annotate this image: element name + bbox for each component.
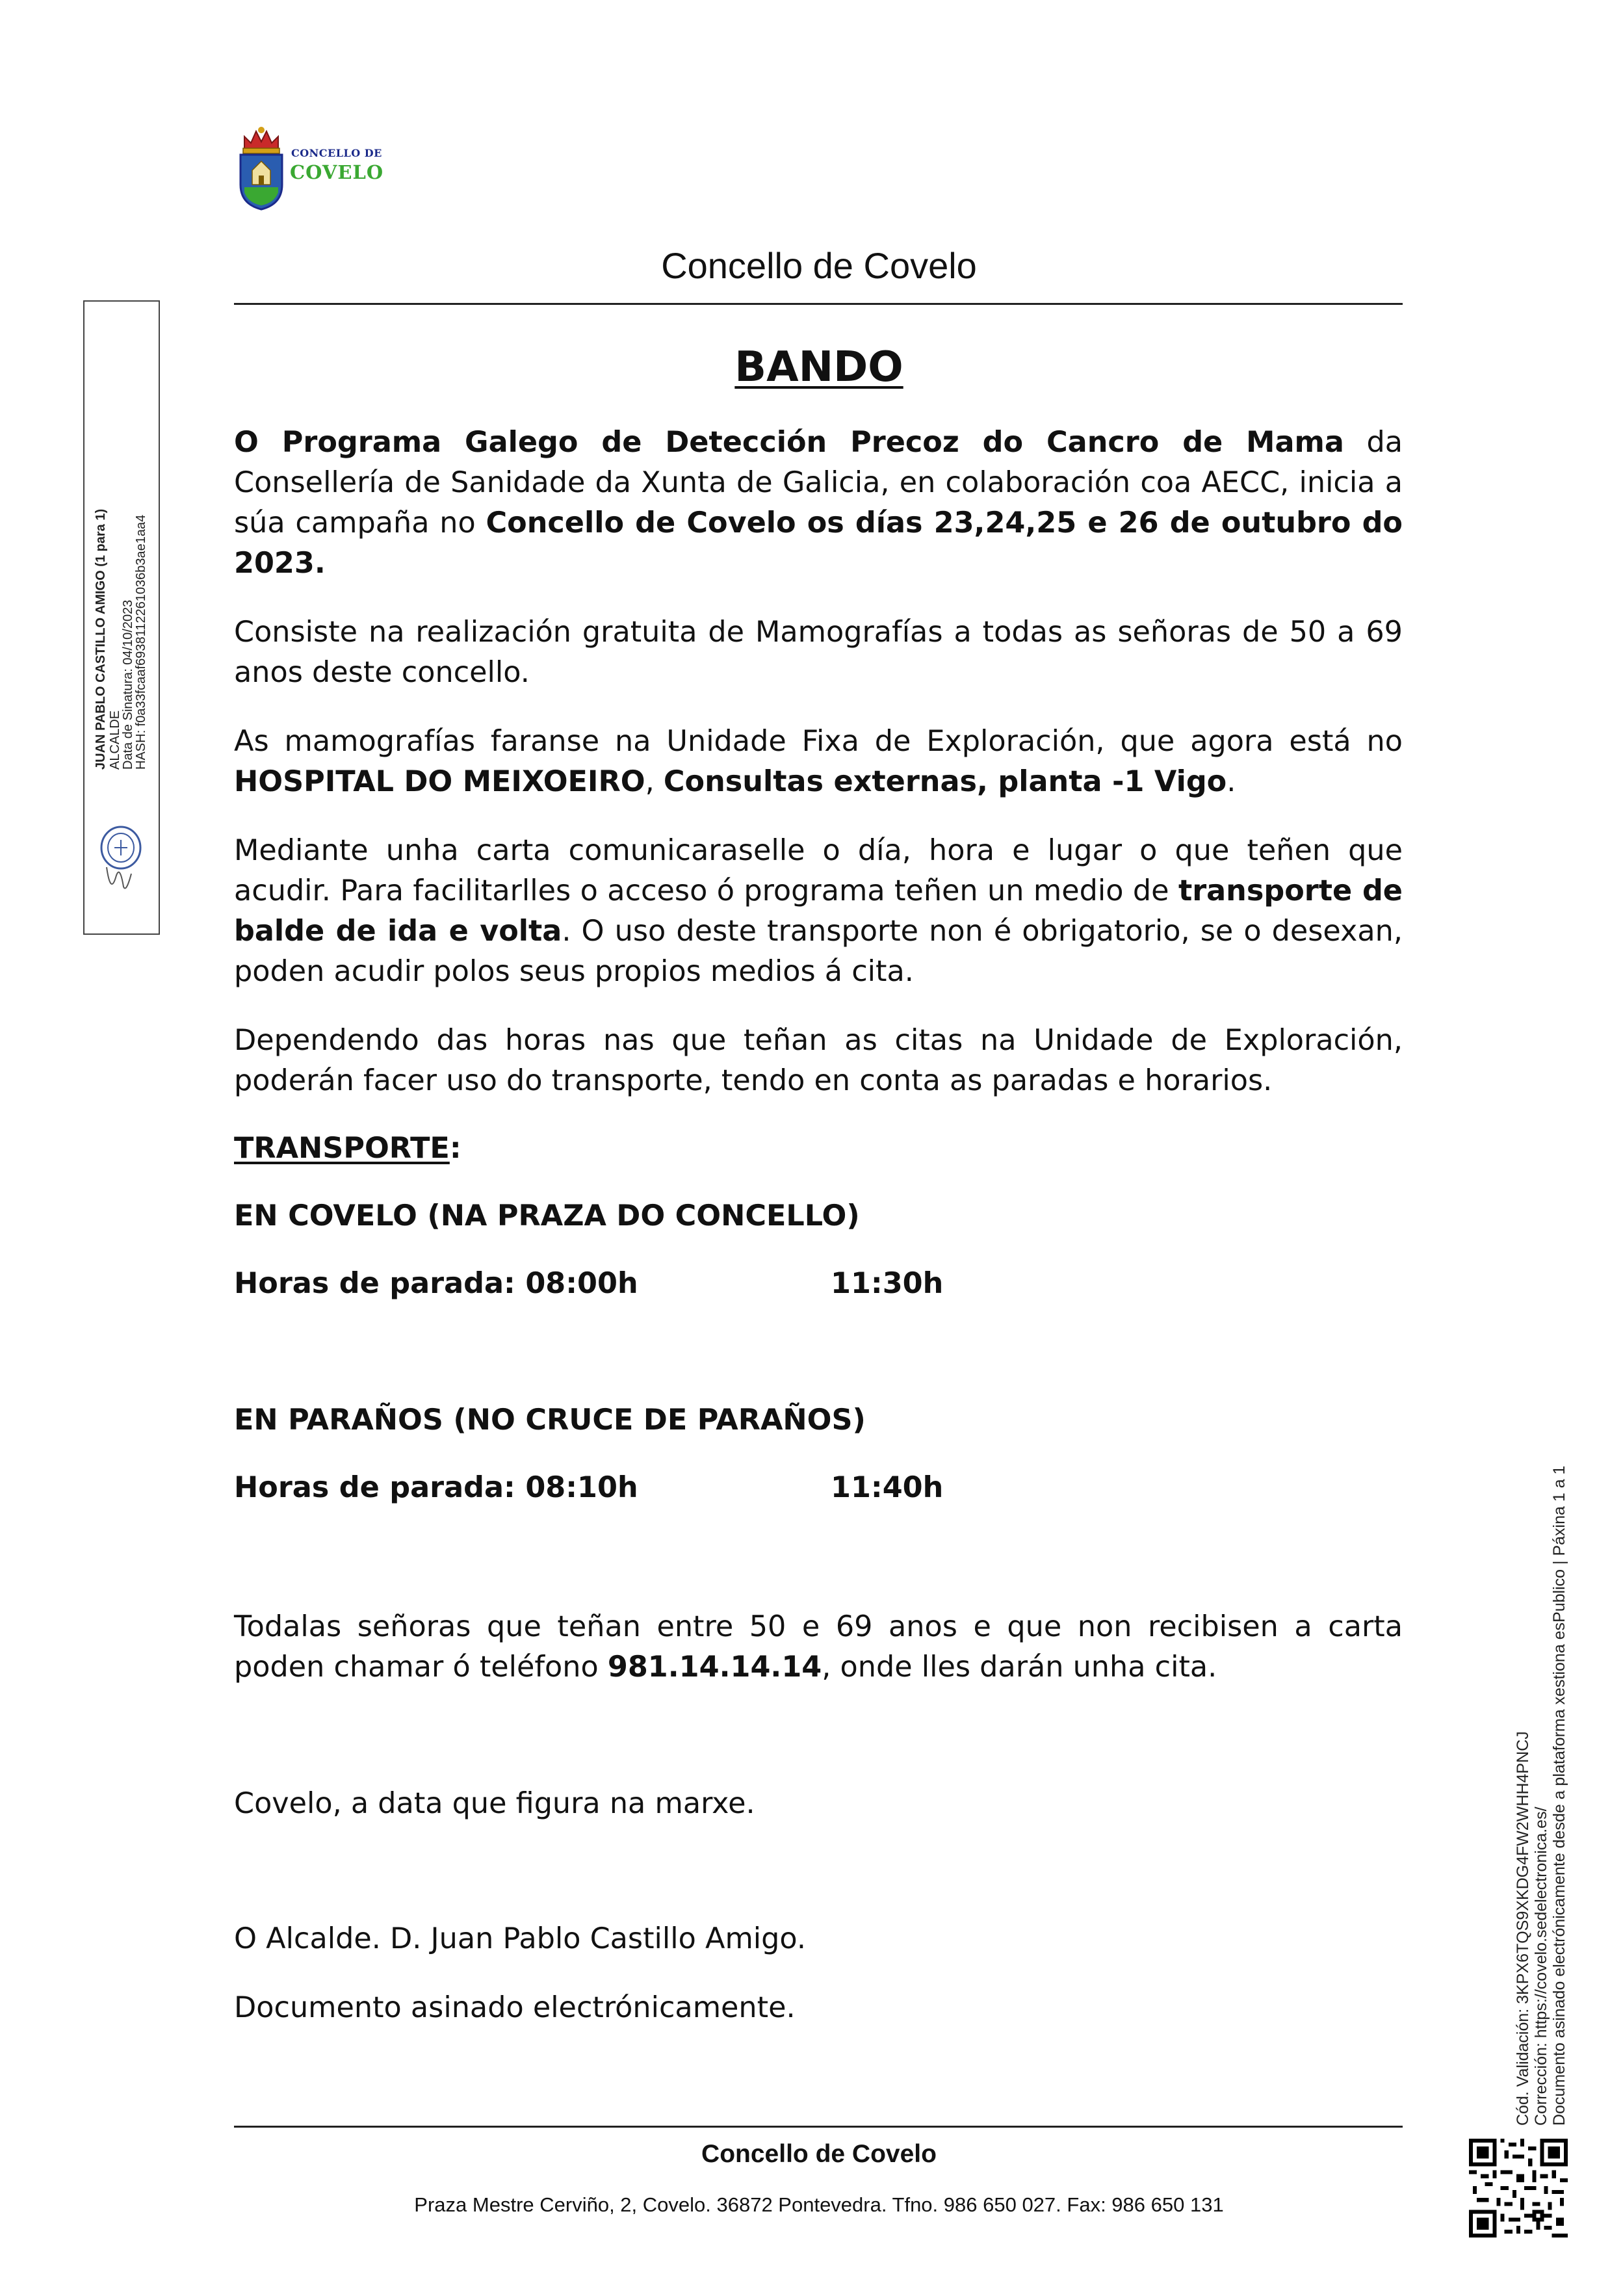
transport-heading-text: TRANSPORTE <box>234 1132 450 1165</box>
paragraph-transport <box>234 831 1403 992</box>
transport-text-c: . O uso deste transporte non é obrigatorio, se o desexan, poden acudir polos seus propios medios á cita. <box>234 915 1403 988</box>
qr-code-icon[interactable] <box>1469 2139 1568 2237</box>
signer-name: JUAN PABLO CASTILLO AMIGO (1 para 1) <box>94 508 108 770</box>
separator: , <box>645 765 664 798</box>
paragraph-schedule: Dependendo das horas nas que teñan as citas na Unidade de Exploración, poderán facer uso do transporte, tendo en conta as paradas e horarios. <box>234 1024 1403 1097</box>
transport-heading-colon: : <box>449 1132 461 1165</box>
department: Consultas externas, planta -1 Vigo <box>663 765 1227 798</box>
stop2-name: EN PARAÑOS (NO CRUCE DE PARAÑOS) <box>234 1403 866 1437</box>
validation-code: Cód. Validación: 3KPX6TQS9XKDG4FW2WHH4PNCJ <box>1514 1731 1532 2126</box>
paragraph-description: Consiste na realización gratuita de Mamografías a todas as señoras de 50 a 69 anos deste concello. <box>234 616 1403 689</box>
document-title: BANDO <box>734 343 903 391</box>
validation-platform: Documento asinado electrónicamente desde a plataforma xestiona esPublico | Páxina 1 a 1 <box>1550 1465 1568 2126</box>
stop1-name: EN COVELO (NA PRAZA DO CONCELLO) <box>234 1199 860 1233</box>
campaign-dates: Concello de Covelo os días 23,24,25 e 26 de outubro do 2023. <box>234 506 1403 580</box>
footer-title: Concello de Covelo <box>701 2140 937 2168</box>
stop1-time2: 11:30h <box>831 1267 944 1300</box>
transport-heading <box>234 1128 461 1169</box>
intro-text: da Consellería de Sanidade da Xunta de Galicia, en colaboración coa AECC, inicia a súa campaña no <box>234 426 1403 540</box>
logo-text-main: COVELO <box>290 161 384 183</box>
coat-of-arms-icon <box>235 125 287 213</box>
program-name: O Programa Galego de Detección Precoz do Cancro de Mama <box>234 426 1344 459</box>
period: . <box>1227 765 1236 798</box>
location-text: As mamografías faranse na Unidade Fixa de Exploración, que agora está no <box>234 725 1403 758</box>
place-date: Covelo, a data que figura na marxe. <box>234 1787 755 1820</box>
paragraph-intro <box>234 423 1403 584</box>
paragraph-location <box>234 722 1403 802</box>
stop2-time2: 11:40h <box>831 1471 944 1504</box>
signed-note: Documento asinado electrónicamente. <box>234 1991 796 2024</box>
signature-hash: HASH: f0a33fcaaf6938112261036b3ae1aa4 <box>134 514 148 770</box>
signer-role: ALCALDE <box>108 710 122 770</box>
phone-text-c: , onde lles darán unha cita. <box>822 1650 1217 1684</box>
hospital-name: HOSPITAL DO MEIXOEIRO <box>234 765 645 798</box>
transport-text-a: Mediante unha carta comunicaraselle o día, hora e lugar o que teñen que acudir. Para facilitarlles o acceso ó programa teñen un medio de <box>234 834 1403 907</box>
signature-date: Data de Sinatura: 04/10/2023 <box>121 599 135 770</box>
header-divider <box>234 303 1403 305</box>
stop1-times: Horas de parada: 08:00h <box>234 1267 638 1300</box>
stop2-times: Horas de parada: 08:10h <box>234 1471 638 1504</box>
phone-number: 981.14.14.14 <box>607 1650 822 1684</box>
validation-url: Corrección: https://covelo.sedelectronica.es/ <box>1532 1807 1550 2126</box>
signature-box <box>83 300 160 935</box>
phone-text-a: Todalas señoras que teñan entre 50 e 69 anos e que non recibisen a carta poden chamar ó teléfono <box>234 1610 1403 1684</box>
header-title: Concello de Covelo <box>661 245 977 286</box>
signer: O Alcalde. D. Juan Pablo Castillo Amigo. <box>234 1922 807 1955</box>
seal-icon <box>95 822 144 897</box>
footer-divider <box>234 2126 1403 2128</box>
logo-text-top: CONCELLO DE <box>291 147 382 159</box>
paragraph-phone <box>234 1607 1403 1688</box>
footer-address: Praza Mestre Cerviño, 2, Covelo. 36872 Pontevedra. Tfno. 986 650 027. Fax: 986 650 131 <box>414 2193 1224 2216</box>
free-transport: transporte de balde de ida e volta <box>234 874 1403 948</box>
